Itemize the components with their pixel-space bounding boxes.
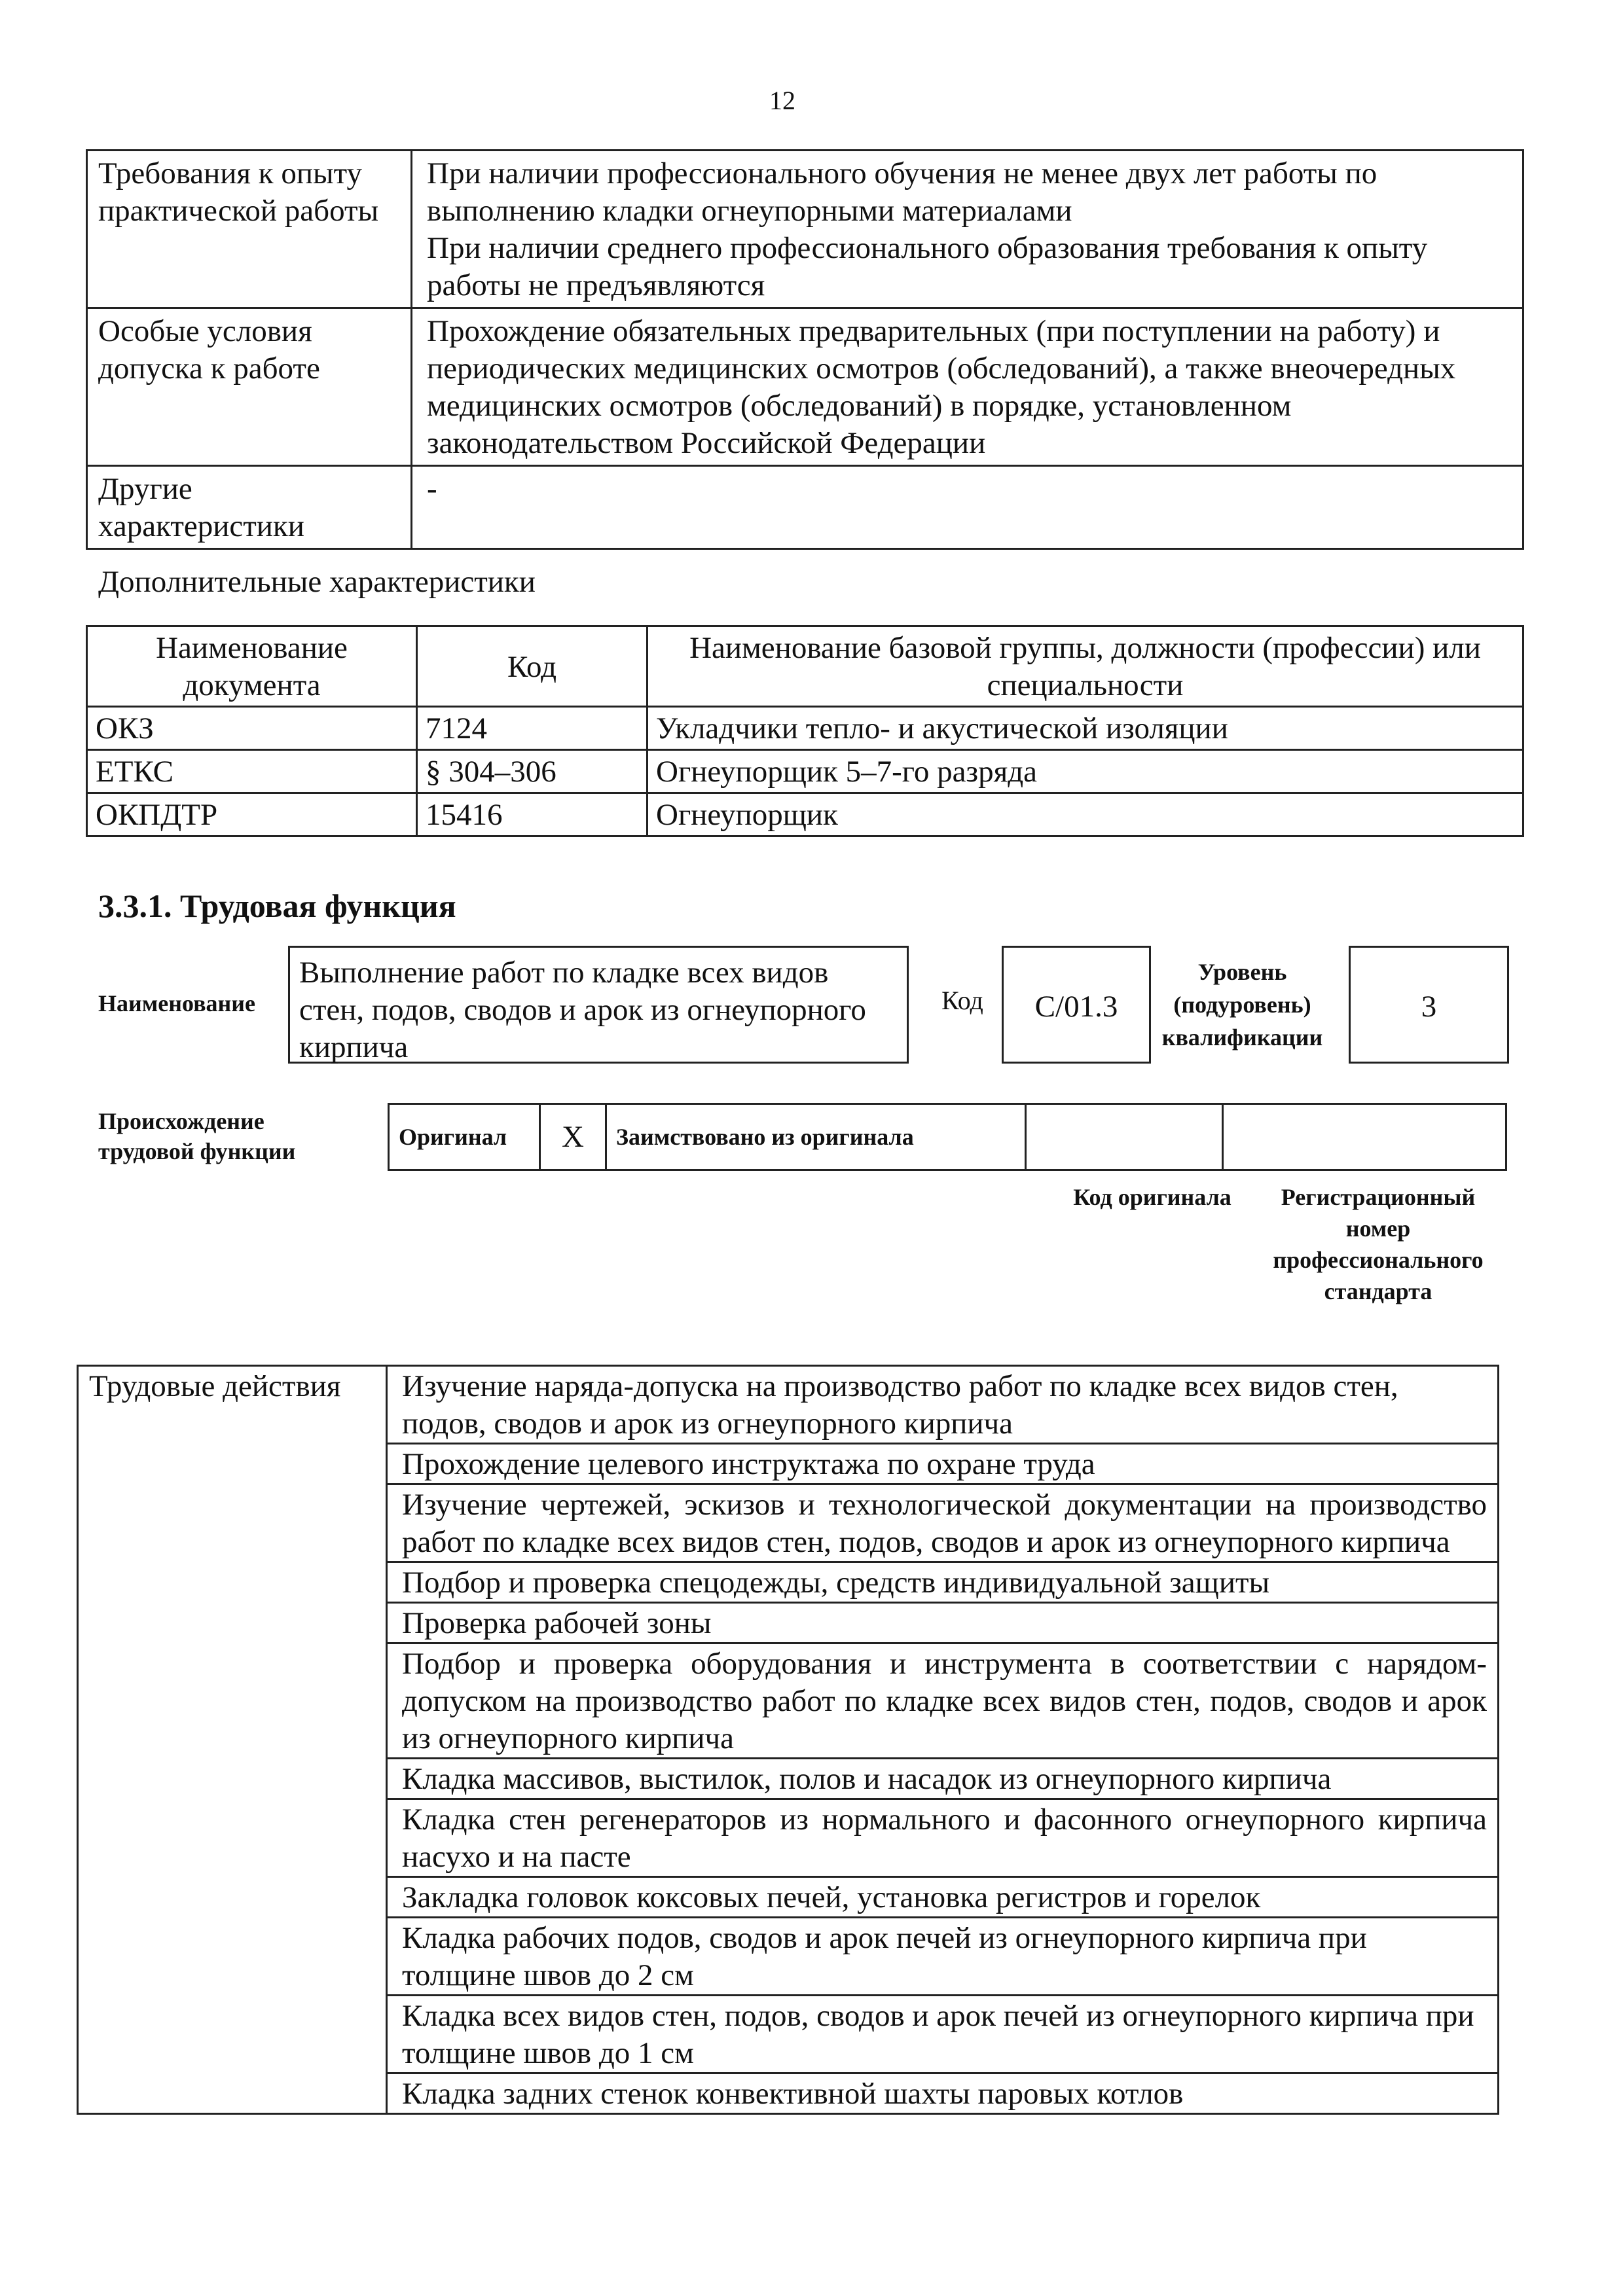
row-key: Требования к опыту практической работы: [87, 151, 412, 308]
function-name-box: Выполнение работ по кладке всех видов стен, подов, сводов и арок из огнеупорного кирпича: [288, 946, 909, 1064]
level-label: Уровень (подуровень) квалификации: [1161, 959, 1323, 1050]
additional-table: [86, 625, 1524, 837]
origin-borrowed-label: Заимствовано из оригинала: [606, 1104, 1026, 1170]
origin-original-label: Оригинал: [389, 1104, 540, 1170]
table-cell: § 304–306: [417, 750, 647, 793]
row-value: [412, 151, 1523, 308]
table-cell: 7124: [417, 707, 647, 750]
table-row: [87, 308, 1523, 466]
actions-label: Трудовые действия: [78, 1366, 387, 2114]
action-item: Прохождение целевого инструктажа по охране труда: [387, 1444, 1499, 1484]
action-item: Кладка стен регенераторов из нормального и фасонного огнеупорного кирпича насухо и на пасте: [387, 1799, 1499, 1877]
table-row: [389, 1104, 1506, 1170]
table-cell: Огнеупорщик 5–7-го разряда: [647, 750, 1523, 793]
table-row: [78, 1366, 1499, 1444]
requirements-table: [86, 149, 1524, 550]
row-key: Особые условия допуска к работе: [87, 308, 412, 466]
action-item: Проверка рабочей зоны: [387, 1603, 1499, 1643]
row-value-line: При наличии профессионального обучения не менее двух лет работы по выполнению кладки огнеупорными материалами: [427, 156, 1377, 228]
table-cell: ОКПДТР: [87, 793, 417, 836]
table-cell: ЕТКС: [87, 750, 417, 793]
column-header: Код: [417, 626, 647, 707]
row-value: Прохождение обязательных предварительных (при поступлении на работу) и периодических медицинских осмотров (обследований), а также внеочередных медицинских осмотров (обследований) в порядке, установленном законодательством Российской Федерации: [412, 308, 1523, 466]
function-level-box: 3: [1349, 946, 1509, 1064]
page-number: 12: [769, 86, 795, 115]
row-value: -: [412, 466, 1523, 549]
action-item: Кладка массивов, выстилок, полов и насадок из огнеупорного кирпича: [387, 1759, 1499, 1799]
action-item: Подбор и проверка оборудования и инструмента в соответствии с нарядом-допуском на производство работ по кладке всех видов стен, подов, сводов и арок из огнеупорного кирпича: [387, 1643, 1499, 1759]
table-cell: Укладчики тепло- и акустической изоляции: [647, 707, 1523, 750]
origin-reg-caption: Регистрационный номер профессионального стандарта: [1273, 1184, 1484, 1304]
table-row: [87, 707, 1523, 750]
code-label: Код: [941, 986, 983, 1015]
origin-label: Происхождение трудовой функции: [98, 1108, 296, 1164]
table-cell: ОКЗ: [87, 707, 417, 750]
table-row: [87, 750, 1523, 793]
action-item: Закладка головок коксовых печей, установка регистров и горелок: [387, 1877, 1499, 1918]
table-row: [87, 793, 1523, 836]
name-label: Наименование: [98, 990, 255, 1016]
origin-table: [388, 1103, 1507, 1171]
table-row: [87, 466, 1523, 549]
actions-table: [77, 1365, 1499, 2115]
column-header: Наименование базовой группы, должности (профессии) или специальности: [647, 626, 1523, 707]
action-item: Кладка всех видов стен, подов, сводов и арок печей из огнеупорного кирпича при толщине швов до 1 см: [387, 1996, 1499, 2073]
action-item: Подбор и проверка спецодежды, средств индивидуальной защиты: [387, 1562, 1499, 1603]
origin-code-cell: [1026, 1104, 1223, 1170]
function-code-box: C/01.3: [1002, 946, 1151, 1064]
function-title: 3.3.1. Трудовая функция: [98, 888, 456, 924]
origin-mark: X: [540, 1104, 606, 1170]
origin-reg-cell: [1223, 1104, 1506, 1170]
table-cell: Огнеупорщик: [647, 793, 1523, 836]
table-cell: 15416: [417, 793, 647, 836]
action-item: Кладка задних стенок конвективной шахты паровых котлов: [387, 2073, 1499, 2114]
column-header: Наименование документа: [87, 626, 417, 707]
action-item: Изучение наряда-допуска на производство работ по кладке всех видов стен, подов, сводов и арок из огнеупорного кирпича: [387, 1366, 1499, 1444]
section-subheading: Дополнительные характеристики: [98, 565, 536, 599]
action-item: Кладка рабочих подов, сводов и арок печей из огнеупорного кирпича при толщине швов до 2 см: [387, 1918, 1499, 1996]
row-key: Другие характеристики: [87, 466, 412, 549]
row-value-line: При наличии среднего профессионального образования требования к опыту работы не предъявляются: [427, 231, 1428, 302]
table-row: [87, 151, 1523, 308]
origin-code-caption: Код оригинала: [1073, 1184, 1231, 1210]
action-item: Изучение чертежей, эскизов и технологической документации на производство работ по кладке всех видов стен, подов, сводов и арок из огнеупорного кирпича: [387, 1484, 1499, 1562]
table-header-row: [87, 626, 1523, 707]
